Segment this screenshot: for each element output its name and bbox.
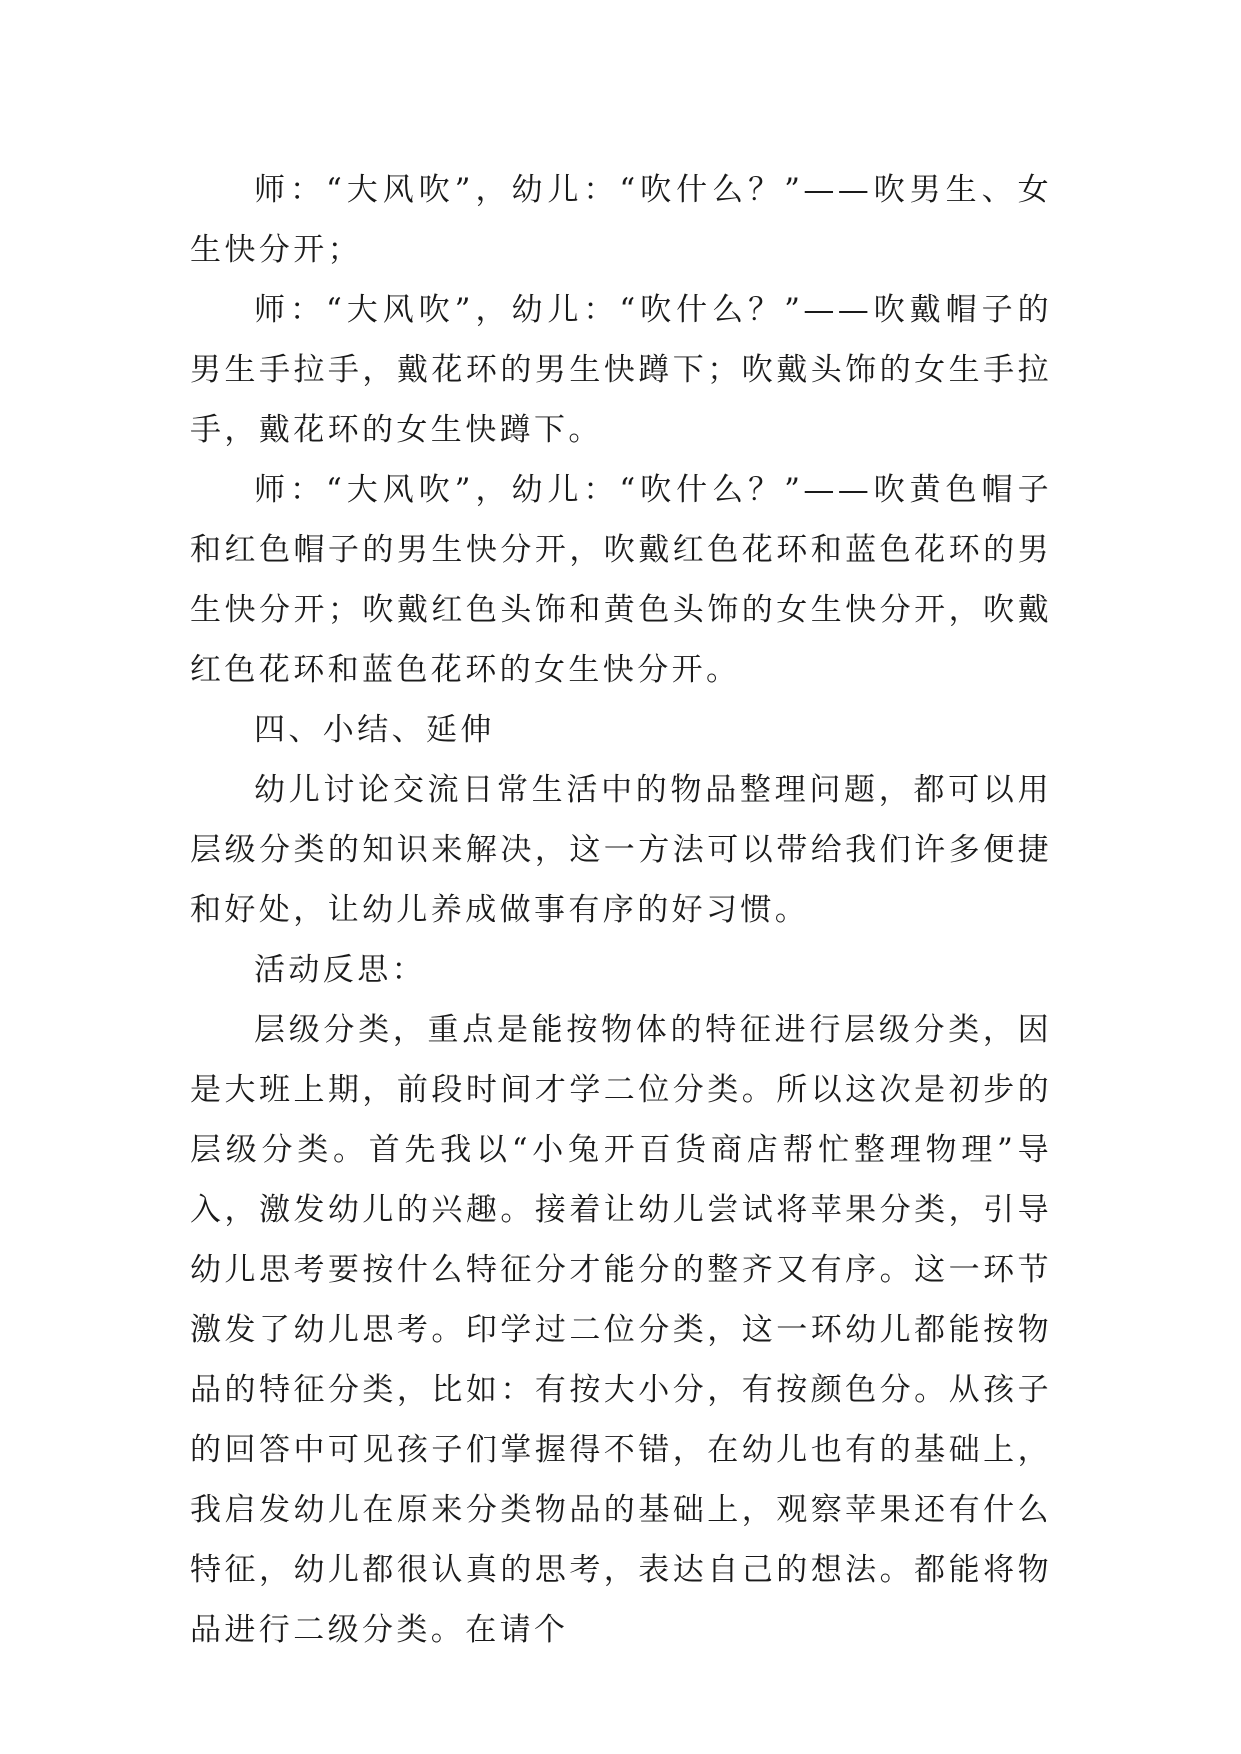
dialogue-paragraph-1: 师：“大风吹”，幼儿：“吹什么？”——吹男生、女生快分开； <box>190 172 1052 268</box>
reflection-heading: 活动反思： <box>254 952 426 988</box>
dialogue-paragraph-2: 师：“大风吹”，幼儿：“吹什么？”——吹戴帽子的男生手拉手，戴花环的男生快蹲下；吹戴头饰的女生手拉手，戴花环的女生快蹲下。 <box>190 292 1052 448</box>
dialogue-paragraph-3: 师：“大风吹”，幼儿：“吹什么？”——吹黄色帽子和红色帽子的男生快分开，吹戴红色花环和蓝色花环的男生快分开；吹戴红色头饰和黄色头饰的女生快分开，吹戴红色花环和蓝色花环的女生快分开。 <box>190 472 1052 688</box>
section-heading-summary: 四、小结、延伸 <box>254 712 495 748</box>
reflection-paragraph: 层级分类，重点是能按物体的特征进行层级分类，因是大班上期，前段时间才学二位分类。所以这次是初步的层级分类。首先我以“小兔开百货商店帮忙整理物理”导入，激发幼儿的兴趣。接着让幼儿尝试将苹果分类，引导幼儿思考要按什么特征分才能分的整齐又有序。这一环节激发了幼儿思考。印学过二位分类，这一环幼儿都能按物品的特征分类，比如：有按大小分，有按颜色分。从孩子的回答中可见孩子们掌握得不错，在幼儿也有的基础上，我启发幼儿在原来分类物品的基础上，观察苹果还有什么特征，幼儿都很认真的思考，表达自己的想法。都能将物品进行二级分类。在请个 <box>190 1012 1052 1648</box>
summary-paragraph: 幼儿讨论交流日常生活中的物品整理问题，都可以用层级分类的知识来解决，这一方法可以带给我们许多便捷和好处，让幼儿养成做事有序的好习惯。 <box>190 772 1052 928</box>
document-page <box>190 160 1052 1660</box>
